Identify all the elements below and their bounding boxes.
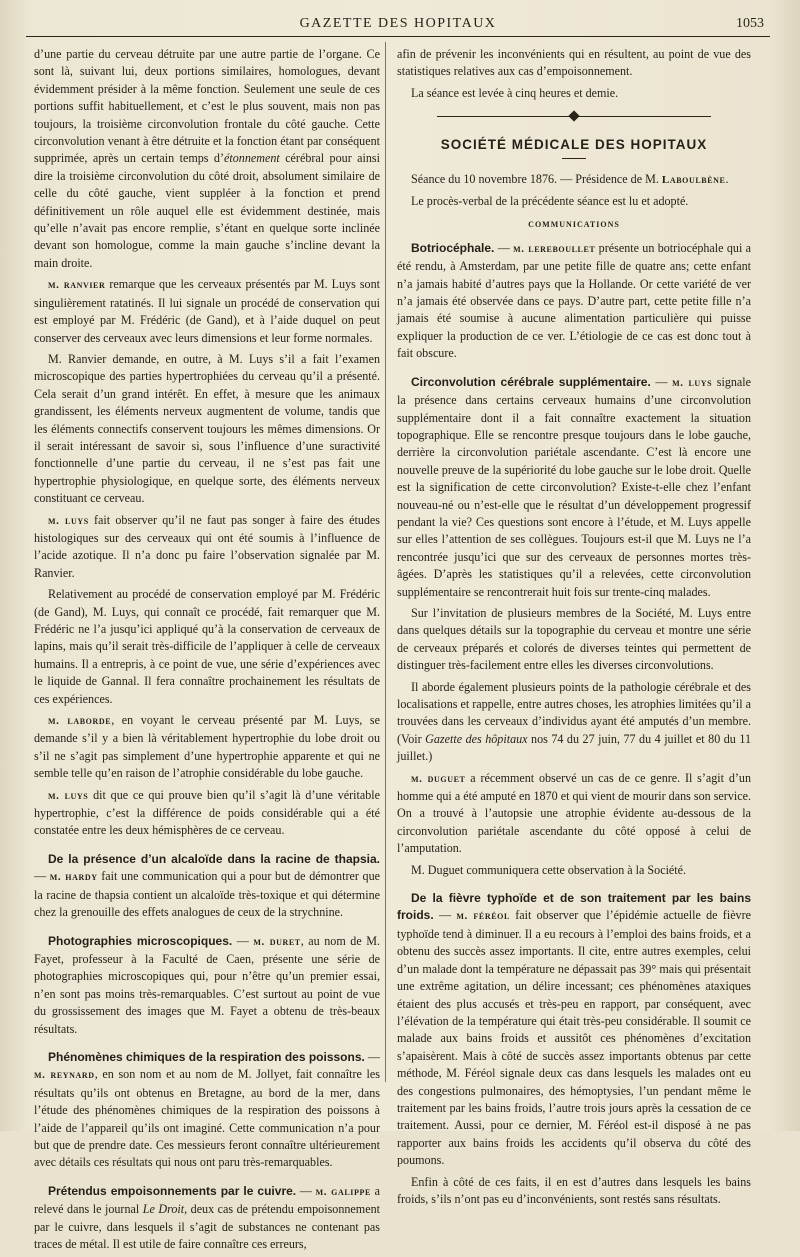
speaker-name: m. galippe bbox=[315, 1185, 371, 1198]
speaker-name: m. luys bbox=[672, 376, 713, 389]
section-heading: Botriocéphale. bbox=[411, 240, 495, 255]
minutes-line: Le procès-verbal de la précédente séance est lu et adopté. bbox=[411, 194, 689, 209]
left-column bbox=[34, 46, 380, 1257]
paragraph: m. duguet a récemment observé un cas de ce genre. Il s’agit d’un homme qui a été amputé en 1870 et qui vient de mourir dans son service. On a trouvé à l’autopsie une atrophie évidente au-dessous de la circonvolution pariétale ascendante du côté opposé à celui de l’amputation. bbox=[397, 770, 751, 856]
speaker-name: m. luys bbox=[48, 514, 89, 527]
paragraph: La séance est levée à cinq heures et demie. bbox=[411, 85, 619, 100]
paragraph: M. Ranvier demande, en outre, à M. Luys s’il a fait l’examen microscopique des parties hypertrophiées du cerveau qu’il a présenté. Cela serait d’un grand intérêt. En effet, à mesure que les animaux grandissent, les éléments nerveux augmentent de volume, tandis que les éléments connectifs conservent toujours les mêmes dimensions. Or il serait intéressant de savoir si, sous l’influence d’une suractivité fonctionnelle d’une partie du cerveau, il ne s’est pas fait une hypertrophie physiologique, en quelque sorte, des éléments nerveux constituant ce cerveau. bbox=[34, 351, 380, 506]
page-number: 1053 bbox=[736, 16, 764, 31]
paragraph: M. Duguet communiquera cette observation à la Société. bbox=[411, 862, 687, 877]
section-heading: De la fièvre typhoïde et de son traitement par les bains froids. bbox=[397, 891, 751, 923]
speaker-name: m. lereboullet bbox=[513, 242, 596, 255]
paragraph: m. luys fait observer qu’il ne faut pas songer à faire des études histologiques sur des cerveaux qui ont été soumis à l’influence de l’acide azotique. Il n’a donc pu faire l’observation signalée par M. Ranvier. bbox=[34, 512, 380, 580]
section-paragraph: Botriocéphale. — m. lereboullet présente un botriocéphale qui a été rendu, à Amsterdam, par une petite fille de quatre ans; cette enfant n’a jamais habité d’autres pays que la Hollande. Or cette variété de ver n’a jamais été observée dans ce pays. D’autre part, cette petite fille n’a jamais été soumise à aucune alimentation particulière qui puisse expliquer la production de ce ver. L’étiologie de ce cas est donc tout à fait obscure. bbox=[397, 240, 752, 361]
divider bbox=[562, 158, 586, 159]
section-heading: De la présence d’un alcaloïde dans la racine de thapsia. bbox=[48, 851, 380, 866]
section-heading: Prétendus empoisonnements par le cuivre. bbox=[48, 1183, 297, 1198]
section-heading: Photographies microscopiques. bbox=[48, 933, 233, 948]
section-paragraph: Prétendus empoisonnements par le cuivre. — m. galippe a relevé dans le journal Le Droit, deux cas de prétendu empoisonnement par le cuivre, dans lesquels il s’agit de substances ne contenant pas traces de métal. Il est utile de faire connaître ces erreurs, bbox=[34, 1183, 380, 1251]
speaker-name: m. ranvier bbox=[48, 279, 106, 292]
paragraph: Enfin à côté de ces faits, il en est d’autres dans lesquels les bains froids, s’ils n’ont pas eu d’inconvénients, sont restés sans résultats. bbox=[397, 1174, 751, 1206]
paragraph: afin de prévenir les inconvénients qui en résultent, au point de vue des statistiques relatives aux cas d’empoisonnement. bbox=[397, 47, 751, 79]
speaker-name: m. féréol bbox=[456, 910, 510, 923]
page-header bbox=[26, 10, 770, 37]
paragraph: m. laborde, en voyant le cerveau présenté par M. Luys, se demande s’il y a bien là véritablement hypertrophie du lobe droit ou s’il ne s’agit pas simplement d’une hypertrophie apparente et qui ne semble telle qu’en raison de l’atrophie considérable du lobe gauche. bbox=[34, 713, 380, 781]
speaker-name: m. luys bbox=[48, 789, 89, 802]
speaker-name: m. duret bbox=[253, 935, 301, 948]
paragraph: Relativement au procédé de conservation employé par M. Frédéric (de Gand), M. Luys, qui connaît ce procédé, fait remarquer que M. Frédéric ne l’a jusqu’ici appliqué qu’à la conservation de cerveaux de lapins, mais qu’il serait très-difficile de l’appliquer à celle de cerveaux humains. Il a entrepris, à ce point de vue, une série d’expériences avec le liquide de Gannal. Il fera connaître prochainement les résultats de ces expériences. bbox=[34, 587, 380, 706]
session-line: Séance du 10 novembre 1876. — Présidence de M. Laboulbène. bbox=[411, 171, 729, 186]
section-paragraph: Circonvolution cérébrale supplémentaire. — m. luys signale la présence dans certains cerveaux humains d’une circonvolution supplémentaire dont il a fait connaître exactement la situation topographique. Elle se rencontre presque toujours dans le lobe gauche, derrière la circonvolution pariétale ascendante. C’est là encore une nouvelle preuve de la supériorité du lobe gauche sur le lobe droit. Quelle est la signification de cette circonvolution? Existe-t-elle chez l’enfant nouveau-né ou n’est-elle que le résultat d’un développement progressif pendant la vie? Ces questions sont encore à l’étude, et M. Luys appelle sur elles l’attention de ses collègues. Toujours est-il que M. Luys ne l’a rencontrée jusqu’ici que sur des cerveaux de personnes mortes très-âgées. D’après les statistiques qu’il a relevées, cette circonvolution supplémentaire se rencontrerait huit fois sur trente-cinq malades. bbox=[397, 374, 752, 599]
section-paragraph: Photographies microscopiques. — m. duret, au nom de M. Fayet, professeur à la Faculté de Caen, présente une série de photographies microscopiques qui, pour n’être qu’un premier essai, n’en sont pas moins très-remarquables. C’est surtout au point de vue du grossissement des images que M. Fayet a obtenu de très-beaux résultats. bbox=[34, 933, 381, 1036]
society-heading: SOCIÉTÉ MÉDICALE DES HOPITAUX bbox=[440, 137, 708, 153]
paragraph: Sur l’invitation de plusieurs membres de la Société, M. Luys entre dans quelques détails sur la topographie du cerveau et montre une série de cerveaux préparés et colorés de diverses teintes qui permettent de distinguer très-facilement entre elles les diverses circonvolutions. bbox=[397, 605, 751, 673]
section-heading: Phénomènes chimiques de la respiration des poissons. bbox=[48, 1049, 365, 1064]
speaker-name: m. reynard bbox=[34, 1069, 95, 1082]
paragraph: m. ranvier remarque que les cerveaux présentés par M. Luys sont singulièrement ratatinés. Il lui signale un procédé de conservation qui est employé par M. Frédéric (de Gand), et à l’aide duquel on peut conserver des cerveaux avec leurs dimensions et leur forme normales. bbox=[34, 277, 381, 345]
speaker-name: m. hardy bbox=[49, 871, 98, 884]
speaker-name: m. duguet bbox=[411, 772, 466, 785]
section-paragraph: De la présence d’un alcaloïde dans la racine de thapsia. — m. hardy fait une communication qui a pour but de démontrer que la racine de thapsia contient un alcaloïde très-toxique et qui détermine chez la grenouille des effets analogues de ceux de la strychnine. bbox=[34, 851, 381, 920]
communications-heading: communications bbox=[528, 218, 620, 231]
section-paragraph: De la fièvre typhoïde et de son traitement par les bains froids. — m. féréol fait observer que l’épidémie actuelle de fièvre typhoïde tend à diminuer. Il a eu recours à l’emploi des bains froids, et a obtenu des succès assez importants. Il cite, entre autres exemples, celui d’un malade dont la température ne dépassait pas 39° mais qui présentait une extrême agitation, un délire incessant; ces phénomènes ataxiques étaient des plus accusés et très-peu en rapport, par conséquent, avec l’élévation de la température qui était très-peu considérable. Il soumit ce malade aux bains froids et aussitôt ces phénomènes d’excitation s’apaisèrent. Mais à côté de succès assez importants obtenus par cette méthode, M. Féréol signale deux cas dans lesquels les malades ont eu des congestions pulmonaires, des hémoptysies, l’un pendant même le traitement par les bains froids, l’autre trois jours après la cessation de ce traitement. Aussi, pour ce dernier, M. Féréol est-il disposé à ne pas rapporter aux bains froids les accidents qu’il observa du côté des poumons. bbox=[397, 891, 751, 1168]
section-ornament bbox=[437, 110, 711, 124]
section-paragraph: Phénomènes chimiques de la respiration des poissons. — m. reynard, en son nom et au nom de M. Jollyet, fait connaître les résultats qu’ils ont obtenus en Bretagne, au bord de la mer, dans l’étude des phénomènes chimiques de la respiration des poissons à l’aide de l’appareil qu’ils ont imaginé. Cette communication n’a pour but que de prendre date. Ces messieurs feront connaître ultérieurement avec détails ces résultats qui nous ont paru très-remarquables. bbox=[34, 1049, 380, 1170]
right-column bbox=[397, 46, 751, 1212]
section-heading: Circonvolution cérébrale supplémentaire. bbox=[411, 374, 651, 389]
paragraph: Il aborde également plusieurs points de la pathologie cérébrale et des localisations et rappelle, entre autres choses, les atrophies limitées qu’il a trouvées dans les cerveaux d’individus ayant été amputés d’un membre. (Voir Gazette des hôpitaux nos 74 du 27 juin, 77 du 4 juillet et 80 du 11 juillet.) bbox=[397, 679, 751, 764]
journal-title: GAZETTE DES HOPITAUX bbox=[299, 16, 497, 31]
paragraph: m. luys dit que ce qui prouve bien qu’il s’agit là d’une véritable hypertrophie, c’est la différence de poids considérable qui a été constatée entre les deux hémisphères de ce cerveau. bbox=[34, 787, 381, 838]
column-divider bbox=[385, 42, 386, 1082]
speaker-name: m. laborde bbox=[48, 715, 112, 728]
paragraph: d’une partie du cerveau détruite par une autre partie de l’organe. Ce sont là, suivant lui, deux portions similaires, homologues, devant évidemment présider à la même fonction. Seulement une seule de ces portions suffit habituellement, et c’est le plus souvent, mais non pas toujours, la troisième circonvolution frontale du côté gauche. Cette circonvolution venant à être détruite et la fonction étant par conséquent supprimée, après un certain temps d’étonnement cérébral pour ainsi dire la troisième circonvolution du côté droit, absolument similaire de celle du côté gauche, vient suppléer à la fonction et prend définitivement un rôle auquel elle est évidemment destinée, mais qu’elle n’avait pas encore remplie, s’étant en quelque sorte inclinée devant son homologue, comme la main gauche s’incline devant la main droite. bbox=[34, 47, 380, 270]
